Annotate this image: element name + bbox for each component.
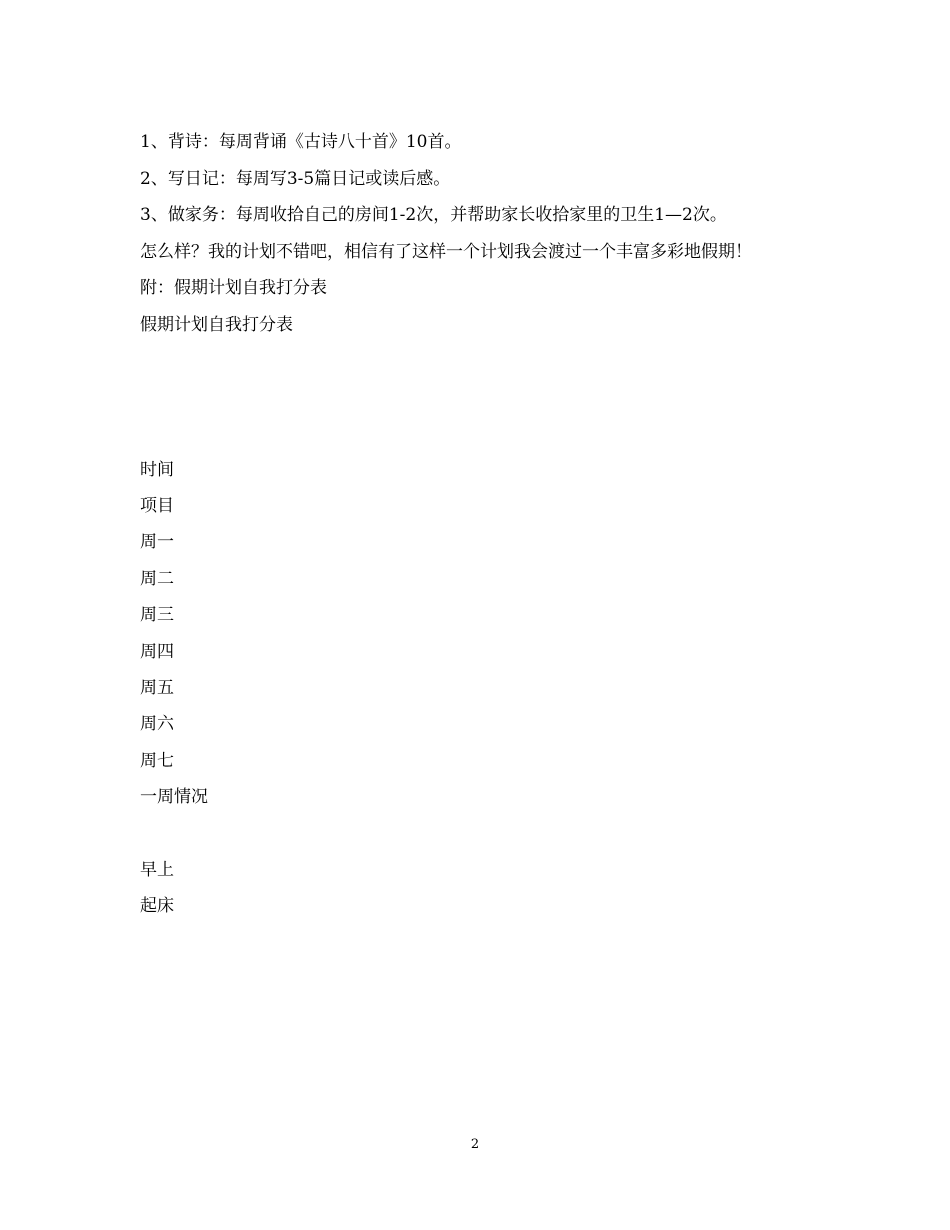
- paragraph-write-diary: 2、写日记：每周写3-5篇日记或读后感。: [140, 169, 451, 189]
- page-number: 2: [470, 1137, 480, 1152]
- table-header-time: 时间: [140, 460, 174, 480]
- table-weekly-summary: 一周情况: [140, 787, 208, 807]
- table-header-item: 项目: [140, 496, 174, 516]
- paragraph-housework: 3、做家务：每周收拾自己的房间1-2次，并帮助家长收拾家里的卫生1—2次。: [140, 205, 727, 225]
- table-row-wake-up: 起床: [140, 896, 174, 916]
- table-day-wednesday: 周三: [140, 605, 174, 625]
- table-day-friday: 周五: [140, 678, 174, 698]
- table-day-thursday: 周四: [140, 642, 174, 662]
- table-day-saturday: 周六: [140, 714, 174, 734]
- paragraph-conclusion: 怎么样？我的计划不错吧，相信有了这样一个计划我会渡过一个丰富多彩地假期！: [140, 242, 752, 262]
- table-row-morning: 早上: [140, 860, 174, 880]
- paragraph-appendix: 附：假期计划自我打分表: [140, 278, 327, 298]
- table-title: 假期计划自我打分表: [140, 315, 293, 335]
- table-day-sunday: 周七: [140, 751, 174, 771]
- paragraph-recite-poems: 1、背诗：每周背诵《古诗八十首》10首。: [140, 132, 462, 152]
- table-day-tuesday: 周二: [140, 569, 174, 589]
- table-day-monday: 周一: [140, 532, 174, 552]
